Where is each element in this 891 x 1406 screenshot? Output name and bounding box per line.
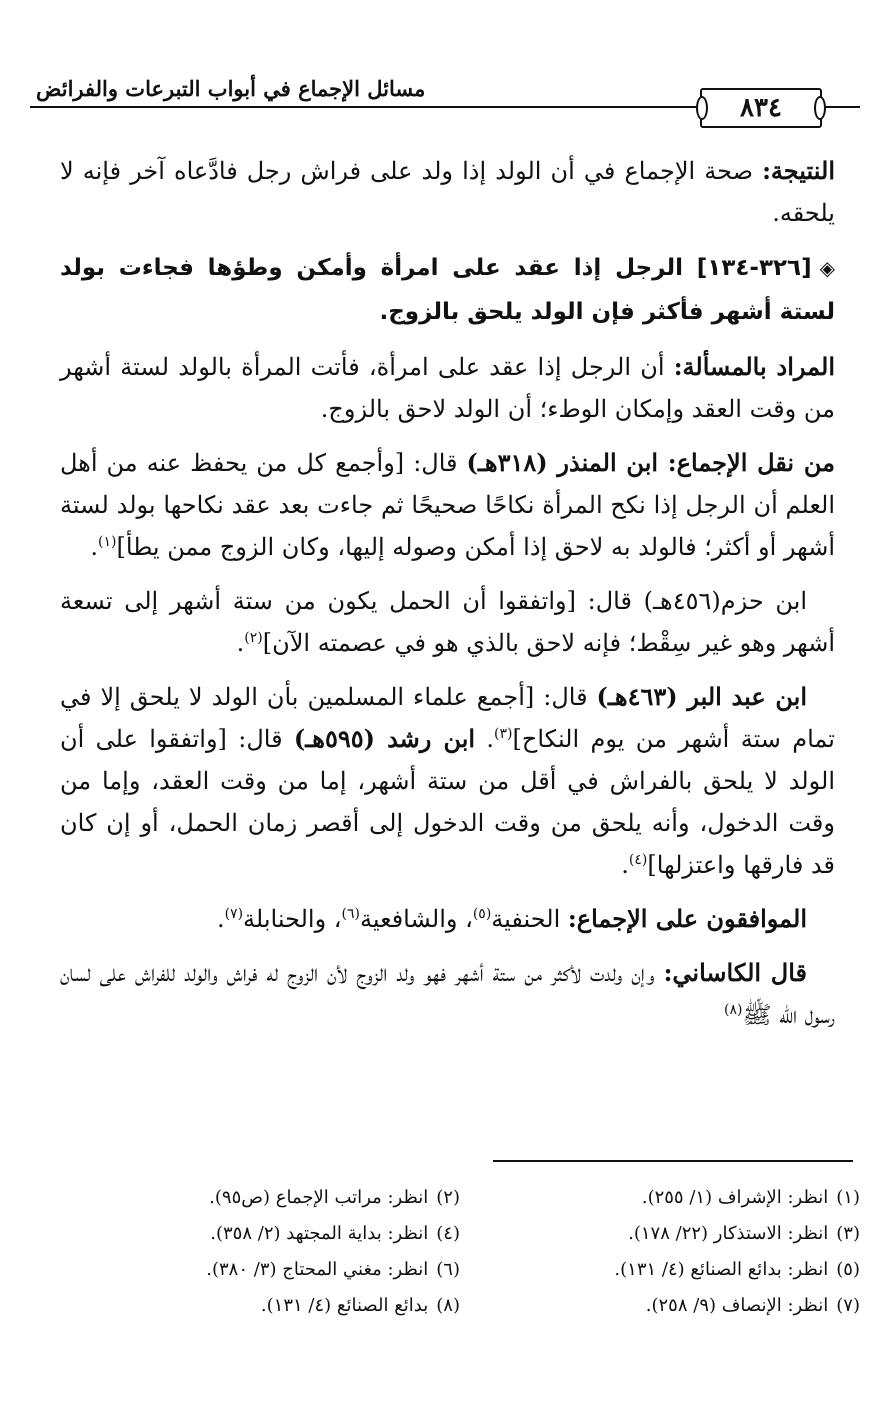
paragraph-text: وإن ولدت لأكثر من ستة أشهر فهو ولد الزوج لأن الزوج له فراش والولد للفراش على لسان رسول الله ﷺ [60,959,835,1029]
footnote-text: انظر: الإشراف (١/ ٢٥٥). [641,1187,829,1208]
footnote-ref[interactable]: (٨) [723,1002,743,1018]
footnote-ref[interactable]: (٧) [224,906,244,922]
footnote-item [60,1288,460,1324]
footnote-text: انظر: بداية المجتهد (٢/ ٣٥٨). [210,1223,429,1244]
paragraph-ibn-abdulbarr [60,676,835,886]
sentence-end: . [90,533,99,561]
footnotes-right-column [460,1180,860,1324]
footnote-ref[interactable]: (٥) [472,906,492,922]
footnote-number: (٢) [436,1187,460,1208]
paragraph-result [60,150,835,234]
footnotes-left-column [60,1180,460,1324]
lead-ijma-source: من نقل الإجماع: ابن المنذر (٣١٨هـ) [466,448,835,477]
page-header [30,70,860,130]
footnote-text: انظر: الإنصاف (٩/ ٢٥٨). [645,1295,829,1316]
footnote-item [60,1180,460,1216]
footnote-number: (٤) [436,1223,460,1244]
footnote-ref[interactable]: (٦) [341,906,360,922]
footnotes [60,1180,860,1324]
paragraph-text: صحة الإجماع في أن الولد إذا ولد على فراش رجل فادَّعاه آخر فإنه لا يلحقه. [60,157,835,227]
diamond-icon: ◈ [819,256,835,280]
paragraph-kasani [60,952,835,1036]
paragraph-meaning [60,346,835,430]
lead-ibn-rushd: ابن رشد (٥٩٥هـ) [293,724,476,753]
sentence-end: . [621,851,629,879]
lead-agreeing: الموافقون على الإجماع: [567,904,807,933]
madhhab-shafii: ، والشافعية [360,905,473,933]
paragraph-agreeing [60,898,835,940]
footnote-ref[interactable]: (٢) [244,630,263,646]
footnote-rule [493,1160,853,1162]
issue-heading [60,246,835,334]
footnote-number: (٦) [436,1259,460,1280]
paragraph-text: أن الرجل إذا عقد على امرأة، فأتت المرأة بالولد لستة أشهر من وقت العقد وإمكان الوطء؛ أن الولد لاحق بالزوج. [60,353,835,423]
footnote-item [60,1252,460,1288]
running-title: مسائل الإجماع في أبواب التبرعات والفرائض [30,76,431,101]
lead-meaning: المراد بالمسألة: [673,352,836,381]
footnote-ref[interactable]: (١) [98,534,117,550]
footnote-item [460,1216,860,1252]
paragraph-text: قال: [وأجمع كل من يحفظ عنه من أهل العلم أن الرجل إذا نكح المرأة نكاحًا صحيحًا ثم جاءت بعد عقد نكاحها بولد لستة أشهر أو أكثر؛ فالولد به لاحق إذا أمكن وصوله إليها، وكان الزوج ممن يطأ] [60,449,835,561]
lead-kasani: قال الكاساني: [663,958,808,987]
issue-text: [٣٢٦-١٣٤] الرجل إذا عقد على امرأة وأمكن وطؤها فجاءت بولد لستة أشهر فأكثر فإن الولد يلحق بالزوج. [60,255,835,325]
footnote-text: بدائع الصنائع (٤/ ١٣١). [260,1295,429,1316]
paragraph-text: ابن حزم(٤٥٦هـ) قال: [واتفقوا أن الحمل يكون من ستة أشهر إلى تسعة أشهر وهو غير سِقْط؛ فإنه لاحق بالذي هو في عصمته الآن] [60,587,835,657]
lead-result: النتيجة: [762,156,835,185]
paragraph-text: قال: [أجمع علماء المسلمين بأن الولد لا يلحق إلا في تمام ستة أشهر من يوم النكاح] [60,683,835,753]
page-number: ٨٣٤ [700,88,822,128]
main-text [60,150,835,1048]
footnote-item [60,1216,460,1252]
footnote-ref[interactable]: (٤) [628,852,648,868]
madhhab-hanbali: ، والحنابلة [243,905,342,933]
footnote-number: (٣) [836,1223,860,1244]
footnote-number: (٥) [836,1259,860,1280]
footnote-text: انظر: بدائع الصنائع (٤/ ١٣١). [614,1259,829,1280]
paragraph-ibn-hazm [60,580,835,664]
sentence-end: . [216,905,225,933]
footnote-text: انظر: الاستذكار (٢٢/ ١٧٨). [628,1223,829,1244]
footnote-number: (٧) [836,1295,860,1316]
footnote-text: انظر: مراتب الإجماع (ص٩٥). [209,1187,429,1208]
footnote-item [460,1252,860,1288]
sentence-end: . [236,629,245,657]
footnote-item [460,1288,860,1324]
footnote-number: (٨) [436,1295,460,1316]
footnote-item [460,1180,860,1216]
paragraph-text: قال: [واتفقوا على أن الولد لا يلحق بالفراش في أقل من ستة أشهر، إما من وقت العقد، وإما من وقت الدخول، وأنه يلحق من وقت الدخول إلى أقصر زمان الحمل، أو إن كان قد فارقها واعتزلها] [60,725,835,879]
lead-ibn-abdulbarr: ابن عبد البر (٤٦٣هـ) [596,682,807,711]
madhhab-hanafi: الحنفية [491,905,568,933]
footnote-number: (١) [836,1187,860,1208]
footnote-ref[interactable]: (٣) [494,726,513,742]
footnote-text: انظر: مغني المحتاج (٣/ ٣٨٠). [206,1259,429,1280]
sentence-end: . [475,725,495,753]
paragraph-ijma-ibn-almundhir [60,442,835,568]
